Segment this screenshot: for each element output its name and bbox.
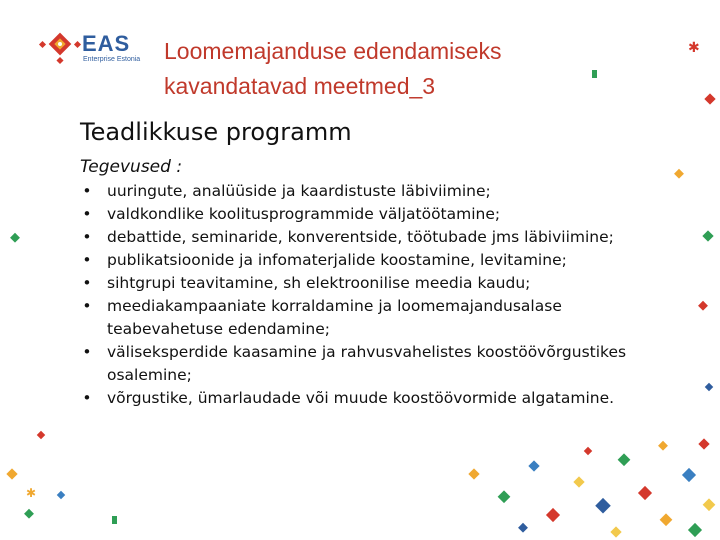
list-item-text: debattide, seminaride, konverentside, töötubade jms läbiviimine; <box>107 228 614 246</box>
bullet-icon: • <box>82 297 92 315</box>
list-item <box>80 387 716 410</box>
list-item-text: valdkondlike koolitusprogrammide väljatöötamine; <box>107 205 501 223</box>
bullet-icon: • <box>82 182 92 200</box>
logo-subtitle: Enterprise Estonia <box>83 56 141 63</box>
list-item <box>80 203 716 226</box>
svg-text:✱: ✱ <box>26 486 37 500</box>
list-item <box>80 180 716 203</box>
activities-list <box>80 180 716 410</box>
section-heading: Teadlikkuse programm <box>80 118 352 146</box>
list-item-text: uuringute, analüüside ja kaardistuste läbiviimine; <box>107 182 491 200</box>
slide-title <box>164 34 634 104</box>
eas-logo <box>38 30 148 66</box>
list-item <box>80 272 716 295</box>
bullet-icon: • <box>82 389 92 407</box>
bullet-icon: • <box>82 343 92 361</box>
list-item-text-continued: osalemine; <box>107 366 192 384</box>
bullet-icon: • <box>82 205 92 223</box>
list-item-text: väliseksperdide kaasamine ja rahvusvahelistes koostöövõrgustikes <box>107 343 627 361</box>
list-item <box>80 295 716 341</box>
eas-emblem-icon <box>38 30 82 66</box>
list-item-text: võrgustike, ümarlaudade või muude koostöövormide algatamine. <box>107 389 615 407</box>
list-item-text-continued: teabevahetuse edendamine; <box>107 320 331 338</box>
list-item <box>80 226 716 249</box>
list-item-text: publikatsioonide ja infomaterjalide koostamine, levitamine; <box>107 251 567 269</box>
list-item <box>80 249 716 272</box>
bullet-icon: • <box>82 251 92 269</box>
list-item <box>80 341 716 387</box>
bullet-icon: • <box>82 274 92 292</box>
logo-name: EAS <box>82 31 131 56</box>
activities-label: Tegevused : <box>80 157 183 177</box>
list-item-text: meediakampaaniate korraldamine ja loomemajandusalase <box>107 297 562 315</box>
list-item-text: sihtgrupi teavitamine, sh elektroonilise meedia kaudu; <box>107 274 531 292</box>
slide-title-line-2: kavandatavad meetmed_3 <box>164 73 436 99</box>
slide-title-line-1: Loomemajanduse edendamiseks <box>164 38 502 64</box>
bullet-icon: • <box>82 228 92 246</box>
svg-text:✱: ✱ <box>688 40 700 56</box>
